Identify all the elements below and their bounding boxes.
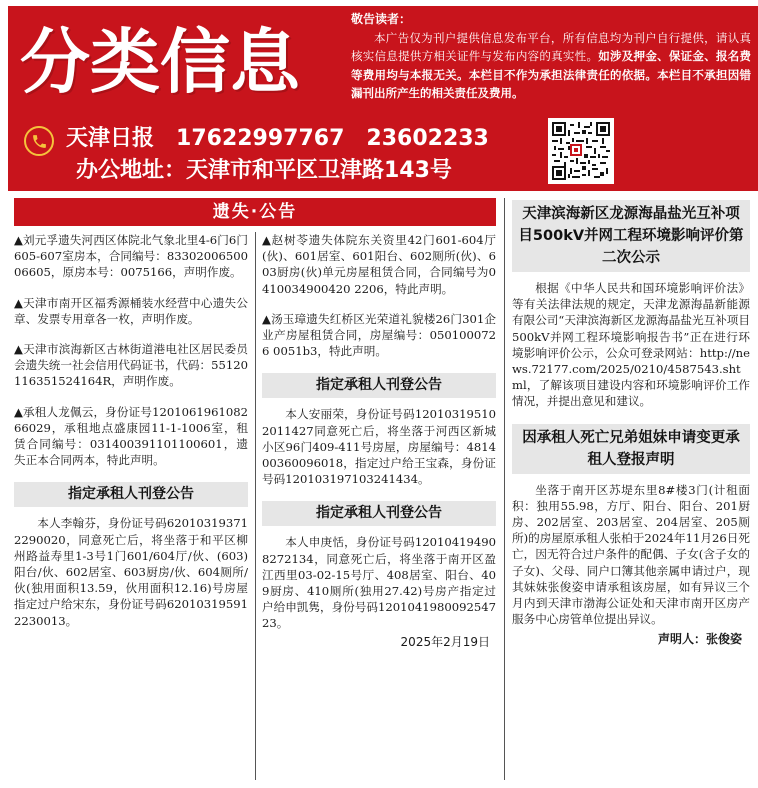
phone-line <box>66 124 511 154</box>
env-impact-title: 天津滨海新区龙源海晶盐光互补项目500kV并网工程环境影响评价第二次公示 <box>512 200 750 272</box>
notice-body-bold: 如涉及押金、保证金、报名费等费用均与本报无关。本栏目不作为承担法律责任的依据。本栏目不承担因错漏刊出所产生的相关责任及费用。 <box>351 49 752 100</box>
phone-number-2: 23602233 <box>366 126 489 151</box>
qr-code-pattern <box>552 122 610 180</box>
phone-number-1: 17622997767 <box>176 126 345 151</box>
newspaper-name: 天津日报 <box>66 126 155 151</box>
sub-title-designated-tenant: 指定承租人刊登公告 <box>262 373 496 398</box>
env-impact-body: 根据《中华人民共和国环境影响评价法》等有关法律法规的规定，天津龙源海晶新能源有限公司“天津滨海新区龙源海晶盐光互补项目500kV并网工程环境影响报告书”正在进行环境影响评价公示，公众可登录网站：http://news.72177.com/2025/0210/4587543.shtml，了解该项目建设内容和环境影响评价工作情况，并提出意见和建议。 <box>512 281 750 409</box>
phone-handset-icon <box>31 133 48 150</box>
column-1 <box>14 232 248 643</box>
notice-title: 敬告读者： <box>351 12 412 26</box>
sub-title-designated-tenant: 指定承租人刊登公告 <box>262 501 496 526</box>
phone-icon <box>24 126 54 156</box>
notice-entry: 本人申庚恬，身份证号码120104194908272134，同意死亡后，将坐落于南开区盈江西里03-02-15号厅、408居室、阳台、409厨房、410厕所(独用27.42)号房产指定过户给申凯隽，身份号码120104198009254723。 <box>262 535 496 631</box>
qr-code <box>548 118 614 184</box>
column-2 <box>262 232 496 650</box>
notice-entry: ▲天津市滨海新区古林街道港电社区居民委员会遗失统一社会信用代码证书，代码：55120116351524164R，声明作废。 <box>14 342 248 389</box>
lost-notices-section <box>14 198 496 226</box>
notice-entry: 本人李翰芬，身份证号码620103193712290020，同意死亡后，将坐落于和平区柳州路益寿里1-3号1门601/604厅/伙、(603)阳台/伙、602居室、603厨房/伙、604厕所/伙(独用面积13.59，伙用面积12.16)号房屋指定过户给宋东，身份证号码620103195912230013。 <box>14 516 248 628</box>
notice-entry: 本人安丽荣，身份证号码120103195102011427同意死亡后，将坐落于河西区新城小区96门409-411号房屋，房屋编号：481400360096018，指定过户给王宝森，身份证号码120103197103241434。 <box>262 407 496 487</box>
declarant-signature: 声明人：张俊姿 <box>657 632 742 647</box>
notice-entry: ▲汤玉璋遗失红桥区光荣道礼貌楼26门301企业产房屋租赁合同，房屋编号：0501000726 0051b3，特此声明。 <box>262 311 496 359</box>
notice-entry: ▲承租人龙佩云，身份证号120106196108266029，承租地点盛康园11-1-1006室，租赁合同编号：031400391101100601，遗失正本合同两本，特此声明。 <box>14 404 248 468</box>
masthead-title: 分类信息 <box>20 21 300 103</box>
publish-date: 2025年2月19日 <box>400 634 490 649</box>
reader-notice <box>351 10 751 103</box>
office-address: 办公地址：天津市和平区卫津路143号 <box>76 158 452 183</box>
notice-body-text: 本广告仅为刊户提供信息发布平台，所有信息均为刊户自行提供，请认真核实信息提供方相关证件与发布内容的真实性。 <box>351 30 751 63</box>
notice-entry: ▲刘元孚遗失河西区体院北气象北里4-6门6门605-607室房本，合同编号：8330200650006605，原房本号：0075166，声明作废。 <box>14 233 248 280</box>
column-3 <box>512 198 750 647</box>
contact-strip <box>8 116 758 191</box>
header-banner <box>8 6 758 191</box>
column-divider <box>255 232 256 780</box>
section-title-lost-notices: 遗失·公告 <box>14 198 496 226</box>
notice-body <box>351 29 751 103</box>
notice-entry: ▲天津市南开区福秀源桶装水经营中心遗失公章、发票专用章各一枚，声明作废。 <box>14 295 248 326</box>
notice-entry: ▲赵树苓遗失体院东关资里42门601-604厅(伙)、601居室、601阳台、602厕所(伙)、603厨房(伙)单元房屋租赁合同，合同编号为0410034900420 2206，特此声明。 <box>262 233 496 296</box>
sub-title-designated-tenant: 指定承租人刊登公告 <box>14 482 248 507</box>
tenant-change-title: 因承租人死亡兄弟姐妹申请变更承租人登报声明 <box>512 424 750 474</box>
tenant-change-body: 坐落于南开区苏堤东里8#楼3门(计租面积：独用55.98，方厅、阳台、阳台、201厨房、202居室、203居室、204居室、205厕所)的房屋原承租人张柏于2024年11月26日死亡，因无符合过户条件的配偶、子女(含子女的子女)、父母、同户口簿其他亲属申请过户，现其妹妹张俊姿申请承租该房屋，如有异议三个月内到天津市渤海公证处和天津市南开区房产服务中心房管单位提出异议。 <box>512 482 750 627</box>
column-divider <box>504 198 505 780</box>
